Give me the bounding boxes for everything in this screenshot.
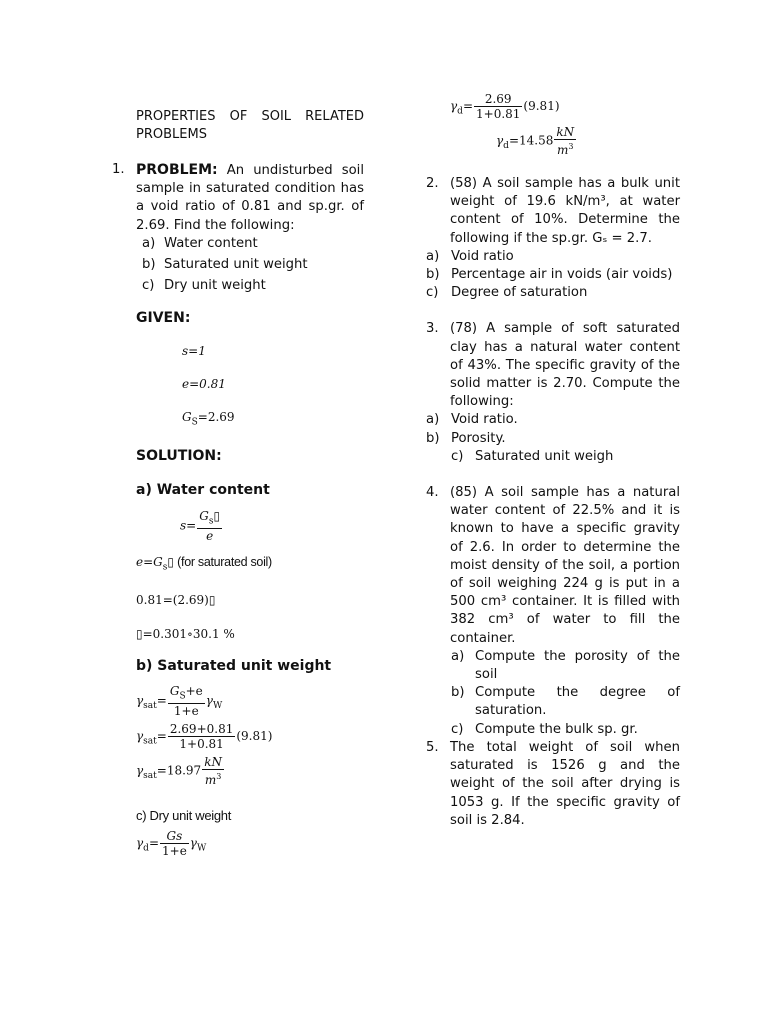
list-item: a) Compute the porosity of the soil [451, 648, 680, 683]
problem-3: 3. (78) A sample of soft saturated clay has a natural water content of 43%. The specific gravity of the solid matter is 2.70. Compute the following: [426, 321, 680, 410]
problem-4: 4. (85) A soil sample has a natural water content of 22.5% and it is known to have a specific gravity of 2.6. In order to determine the moist density of the soil, a portion of soil weighing 224 g is put in a 500 cm³ container. It is filled with 382 cm³ of water to fill the container. [426, 485, 680, 646]
given-gs: $G_S=2.69$ [182, 410, 235, 428]
problem-3-text: (78) A sample of soft saturated clay has a natural water content of 43%. The specific gravity of the solid matter is 2.70. Compute the following: [450, 321, 680, 410]
list-item: a) Void ratio. [426, 412, 518, 428]
water-content-eq2: $e=G_s▯$ (for saturated soil) [136, 555, 272, 573]
list-item: c) Dry unit weight [142, 278, 266, 294]
problem-5: 5. The total weight of soil when saturated is 1526 g and the weight of the soil after drying is 1053 g. If the specific gravity of soil is 2.84. [426, 739, 680, 828]
problem-1-lead: PROBLEM: [136, 162, 218, 178]
list-item: b) Porosity. [426, 430, 506, 446]
left-column [112, 108, 364, 858]
saturated-result: $\gamma_{sat}=18.97$ $\frac{kN}{m^3}$ [136, 755, 222, 788]
saturated-eq1: $\gamma_{sat}=$ $\frac{G_S+e}{1+e}$ $\gamma_W$ [136, 683, 223, 719]
problem-5-text: The total weight of soil when saturated is 1526 g and the weight of the soil after drying is 1053 g. If the specific gravity of soil is 2.84. [450, 739, 680, 828]
problem-1-number: 1. [112, 162, 125, 177]
fraction: $\frac{G_s▯}{e}$ [199, 509, 221, 544]
problem-1-text: An undisturbed soil sample in saturated condition has a void ratio of 0.81 and sp.gr. of 2.69. Find the following: [136, 163, 364, 233]
saturated-eq2: $\gamma_{sat}=$ $\frac{2.69+0.81}{1+0.81}$ (9.81) [136, 722, 273, 752]
given-heading: GIVEN: [136, 310, 191, 327]
list-item: b) Compute the degree of saturation. [451, 685, 680, 719]
water-content-result: ▯=0.301∘30.1 % [136, 627, 235, 642]
list-item: b) Saturated unit weight [142, 257, 308, 273]
problem-4-text: (85) A soil sample has a natural water content of 22.5% and it is known to have a specific gravity of 2.6. In order to determine the moist density of the soil, a portion of soil weighing 224 g is put in a 500 cm³ container. It is filled with 382 cm³ of water to fill the container. [450, 485, 680, 646]
problem-2-text: (58) A soil sample has a bulk unit weight of 19.6 kN/m³, at water content of 10%. Determine the following if the sp.gr. Gₛ = 2.7. [450, 176, 680, 246]
dry-eq2: $\gamma_d=$ $\frac{2.69}{1+0.81}$ (9.81) [450, 92, 560, 121]
list-item: b) Percentage air in voids (air voids) [426, 267, 673, 283]
dry-eq1: $\gamma_d=$ $\frac{Gs}{1+e}$ $\gamma_W$ [136, 829, 207, 859]
water-content-heading: a) Water content [136, 481, 270, 498]
problem-1-items [112, 235, 364, 296]
given-s: s=1 [182, 343, 206, 358]
list-item: a) Void ratio [426, 248, 514, 264]
dry-unit-weight-heading: c) Dry unit weight [136, 808, 232, 824]
right-column [426, 92, 680, 830]
dry-result: $\gamma_d=14.58$ $\frac{kN}{m^3}$ [496, 125, 575, 157]
water-content-eq1: s= $\frac{G_s▯}{e}$ [180, 509, 221, 544]
solution-heading: SOLUTION: [136, 447, 222, 464]
saturated-unit-weight-heading: b) Saturated unit weight [136, 658, 332, 675]
problem-1 [112, 161, 364, 235]
problem-2: 2. (58) A soil sample has a bulk unit weight of 19.6 kN/m³, at water content of 10%. Determine the following if the sp.gr. Gₛ = 2.7. [426, 176, 680, 246]
list-item: c) Saturated unit weigh [451, 448, 614, 464]
list-item: c) Degree of saturation [426, 285, 588, 301]
list-item: c) Compute the bulk sp. gr. [451, 721, 638, 737]
document-title: PROPERTIES OF SOIL RELATED PROBLEMS [136, 109, 364, 142]
given-e: e=0.81 [182, 376, 226, 391]
list-item: a) Water content [142, 235, 258, 251]
water-content-eq3: 0.81=(2.69)▯ [136, 593, 216, 608]
